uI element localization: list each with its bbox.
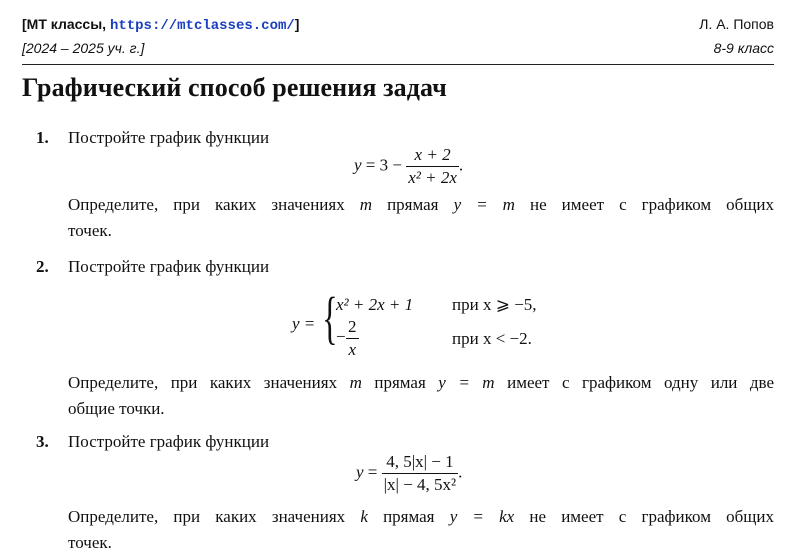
header-brand-text: [МТ классы,	[22, 16, 107, 32]
header-grade: 8-9 класс	[713, 40, 774, 56]
problem-3-formula: y = $\frac{4, 5|x| - 1}{\text{|x| − 4, 5x²}}$ .	[356, 452, 463, 494]
problem-2-intro: Постройте график функции	[68, 257, 270, 276]
problem-1-question: Определите, при каких значениях m прямая y = m не имеет с графиком общих точек.	[68, 195, 775, 240]
problem-1-fraction: $\frac{x + 2}{\text{x² + 2x}}$	[408, 145, 457, 187]
problem-1-number: 1.	[36, 128, 49, 147]
header-author: Л. А. Попов	[699, 16, 774, 32]
problem-1-formula: y = 3 − $\frac{x + 2}{\text{x² + 2x}}$ .	[354, 145, 464, 187]
problem-3-intro: Постройте график функции	[68, 432, 270, 451]
page-title: Графический способ решения задач	[22, 73, 447, 102]
header-url-link[interactable]: https://mtclasses.com/	[109, 18, 295, 34]
problem-1-intro: Постройте график функции	[68, 128, 270, 147]
header-brand	[22, 16, 299, 34]
problem-2-question: Определите, при каких значениях m прямая y = m имеет с графиком одну или две общие точки.	[68, 373, 775, 418]
problem-3-number: 3.	[36, 432, 49, 451]
left-brace-icon: {	[322, 285, 338, 350]
problem-3-fraction: $\frac{4, 5|x| - 1}{\text{|x| − 4, 5x²}}$	[383, 452, 457, 494]
problem-2-number: 2.	[36, 257, 49, 276]
header-divider	[22, 64, 774, 65]
problem-2-formula: y = { x² + 2x + 1 при x ⩾ −5, − $\frac{2}{x}$ при x < −2.	[292, 285, 537, 359]
header-year: [2024 – 2025 уч. г.]	[22, 40, 145, 56]
header-brand-close: ]	[294, 16, 300, 32]
problem-2-fraction: $\frac{2}{x}$	[348, 317, 357, 359]
problem-3-question: Определите, при каких значениях k прямая y = kx не имеет с графиком общих точек.	[68, 507, 774, 552]
